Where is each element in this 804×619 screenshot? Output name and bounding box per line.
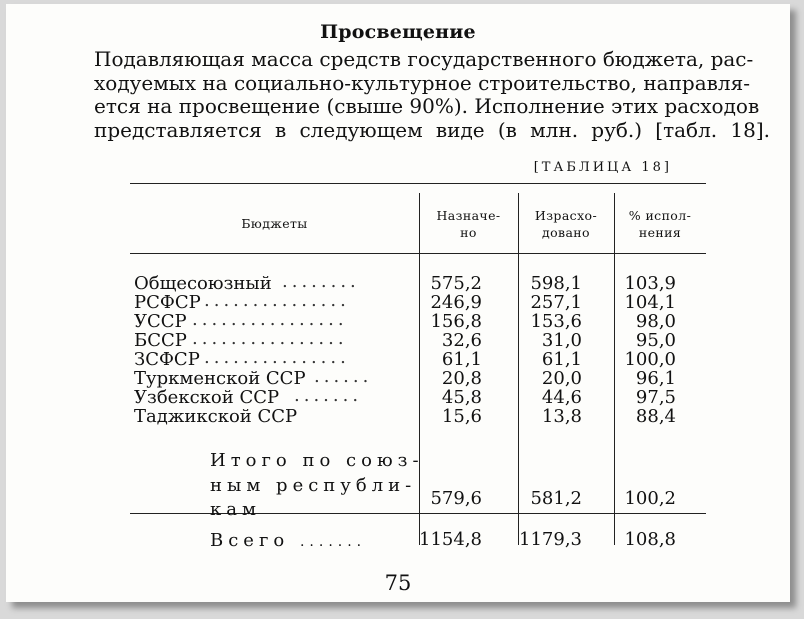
- row-name: БССР: [134, 330, 187, 351]
- row-spent: 598,1: [530, 273, 582, 294]
- header-percent: [614, 207, 706, 241]
- row-percent: 104,1: [624, 292, 676, 313]
- subtotal-row: [130, 489, 706, 508]
- header-spent-line: Израсхо-: [534, 208, 598, 223]
- table-row: [130, 350, 706, 369]
- total-spent: 1179,3: [519, 529, 582, 550]
- row-name: ЗСФСР: [134, 349, 200, 370]
- row-percent: 98,0: [635, 311, 676, 332]
- row-spent: 153,6: [530, 311, 582, 332]
- table-row: [130, 369, 706, 388]
- row-assigned: 45,8: [441, 387, 482, 408]
- row-spent: 61,1: [541, 349, 582, 370]
- leader-dots: ...............: [204, 348, 350, 367]
- row-assigned: 246,9: [430, 292, 482, 313]
- leader-dots: ................: [192, 310, 348, 329]
- row-spent: 31,0: [541, 330, 582, 351]
- row-percent: 100,0: [624, 349, 676, 370]
- header-percent-line: % испол-: [628, 208, 692, 223]
- row-assigned: 15,6: [441, 406, 482, 427]
- leader-dots: ......: [314, 367, 373, 386]
- leader-dots: .......: [294, 386, 363, 405]
- table-top-rule: [130, 183, 706, 184]
- total-percent: 108,8: [624, 529, 676, 550]
- table-header-rule: [130, 253, 706, 254]
- table-caption: [ТАБЛИЦА 18]: [533, 160, 672, 175]
- header-assigned: [419, 207, 518, 241]
- grand-total-text: Всего: [210, 530, 290, 551]
- header-budgets: Бюджеты: [241, 216, 308, 231]
- subtotal-label: [210, 449, 424, 523]
- row-name: Туркменской ССР: [134, 368, 306, 389]
- row-assigned: 32,6: [441, 330, 482, 351]
- subtotal-label-line: Итого по союз-: [210, 450, 424, 471]
- header-percent-line: нения: [638, 225, 682, 240]
- subtotal-label-line: ным республи-: [210, 474, 417, 496]
- leader-dots: ........: [282, 272, 360, 291]
- row-name: УССР: [134, 311, 187, 332]
- leader-dots: ...............: [204, 291, 350, 310]
- row-name: Общесоюзный: [134, 273, 272, 294]
- row-assigned: 575,2: [430, 273, 482, 294]
- header-assigned-line: Назначе-: [436, 208, 501, 223]
- row-spent: 44,6: [541, 387, 582, 408]
- row-percent: 95,0: [635, 330, 676, 351]
- section-title: Просвещение: [320, 21, 476, 43]
- row-spent: 20,0: [541, 368, 582, 389]
- row-name: Таджикской ССР: [134, 406, 298, 427]
- subtotal-percent: 100,2: [624, 488, 676, 509]
- subtotal-assigned: 579,6: [430, 488, 482, 509]
- leader-dots: .......: [299, 534, 367, 550]
- row-percent: 96,1: [635, 368, 676, 389]
- row-name: РСФСР: [134, 292, 201, 313]
- paragraph-line: ходуемых на социально-культурное строительство, направля-: [94, 70, 750, 95]
- row-percent: 97,5: [635, 387, 676, 408]
- intro-paragraph: [94, 48, 770, 142]
- row-percent: 88,4: [635, 406, 676, 427]
- row-assigned: 61,1: [441, 349, 482, 370]
- paragraph-line: представляется в следующем виде (в млн. руб.) [табл. 18].: [94, 117, 770, 142]
- subtotal-spent: 581,2: [530, 488, 582, 509]
- document-page: [6, 4, 790, 602]
- table-row: [130, 388, 706, 407]
- row-assigned: 20,8: [441, 368, 482, 389]
- header-spent-line: довано: [542, 225, 590, 240]
- table-row: [130, 407, 706, 426]
- row-name: Узбекской ССР: [134, 387, 280, 408]
- paragraph-line: ется на просвещение (свыше 90%). Исполнение этих расходов: [94, 94, 760, 118]
- row-spent: 13,8: [541, 406, 582, 427]
- subtotal-label-line: кам: [210, 499, 261, 520]
- budget-table: [130, 183, 706, 556]
- row-percent: 103,9: [624, 273, 676, 294]
- total-row: [130, 530, 706, 549]
- paragraph-line: Подавляющая масса средств государственного бюджета, рас-: [94, 47, 754, 71]
- row-assigned: 156,8: [430, 311, 482, 332]
- header-assigned-line: но: [460, 225, 477, 240]
- header-spent: [518, 207, 614, 241]
- total-assigned: 1154,8: [419, 529, 482, 550]
- leader-dots: ................: [192, 329, 348, 348]
- page-number: 75: [384, 571, 412, 595]
- row-spent: 257,1: [530, 292, 582, 313]
